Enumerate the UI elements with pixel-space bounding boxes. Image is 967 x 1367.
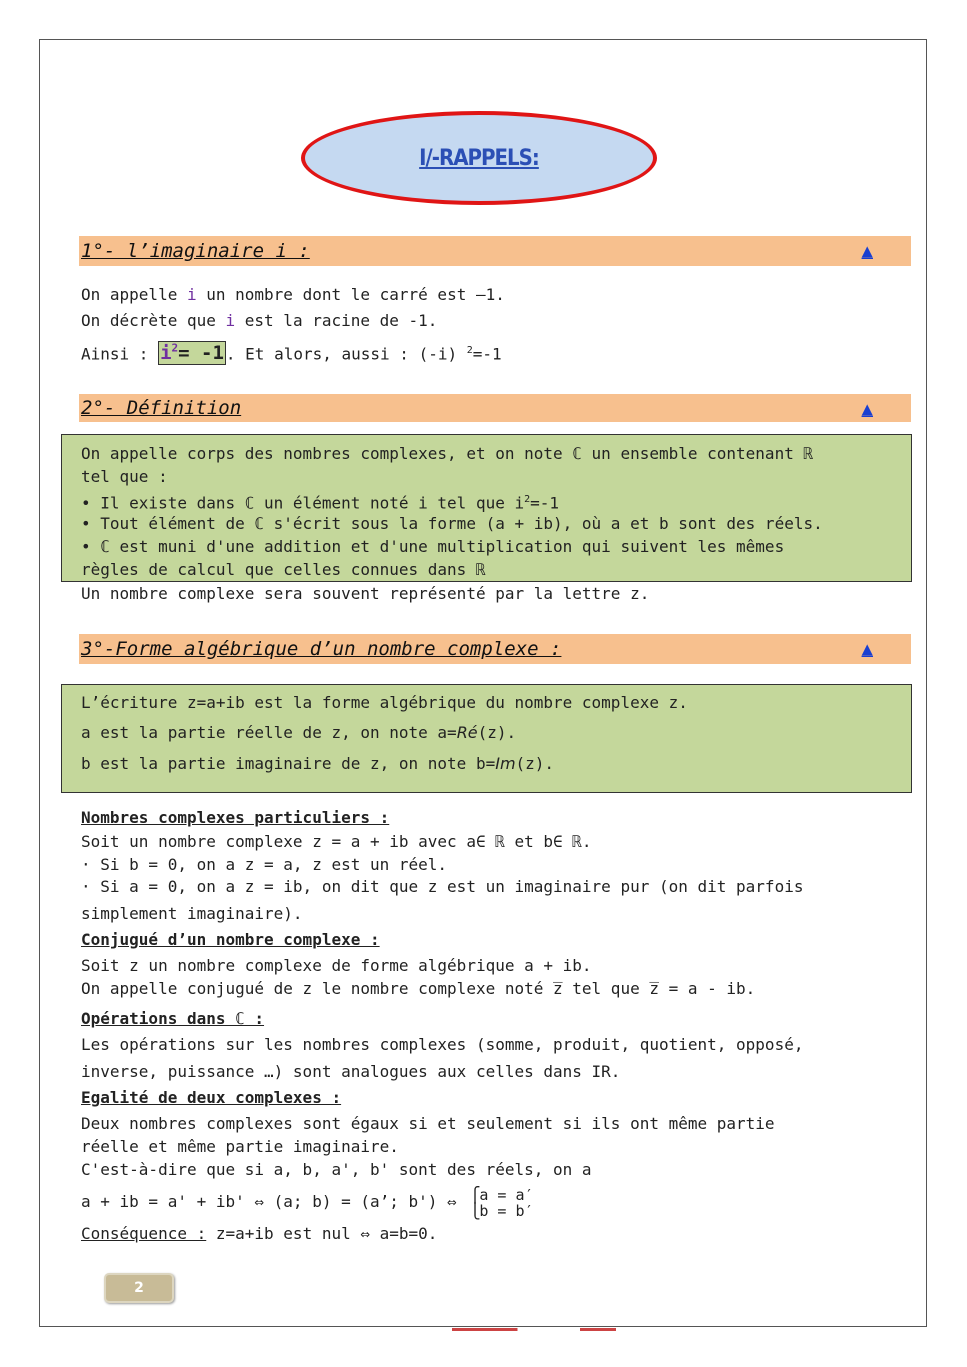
consequence-line: Conséquence : z=a+ib est nul ⇔ a=b=0. [81,1224,438,1243]
definition-line-3: • Il existe dans ℂ un élément noté i tel que $i^2=-1$ [81,493,560,513]
highlight-i-squared: $i^2= -1$ [160,342,224,365]
definition-line-6: règles de calcul que celles connues dans ℝ [81,560,486,579]
egalite-line-1: Deux nombres complexes sont égaux si et seulement si ils ont même partie [81,1114,775,1133]
definition-line-1: On appelle corps des nombres complexes, et on note ℂ un ensemble contenant ℝ [81,444,814,463]
egalite-line-4: a + ib = a' + ib' ⇔ (a; b) = (a’; b') ⇔ ⎧a = a′ ⎩b = b′ [81,1185,534,1220]
particuliers-heading: Nombres complexes particuliers : [81,808,390,827]
egalite-heading: Egalité de deux complexes : [81,1088,342,1107]
definition-line-4: • Tout élément de ℂ s'écrit sous la forme (a + ib), où a et b sont des réels. [81,514,823,533]
egalite-line-3: C'est-à-dire que si a, b, a', b' sont des réels, on a [81,1160,592,1179]
conjugue-line-1: Soit z un nombre complexe de forme algébrique a + ib. [81,956,592,975]
egalite-line-2: réelle et même partie imaginaire. [81,1137,399,1156]
title-oval [301,111,657,205]
footer-decoration [452,1328,616,1331]
particuliers-line-4: simplement imaginaire). [81,904,303,923]
definition-line-5: • ℂ est muni d'une addition et d'une multiplication qui suivent les mêmes [81,537,785,556]
section-1-line-3: Ainsi : $i^2= -1$ . Et alors, aussi : (-i) $^2$=-1 [81,342,502,365]
section-1-header [79,236,911,266]
back-to-top-arrow-icon[interactable]: ▲ [861,398,873,420]
section-3-header [79,634,911,664]
conjugue-line-2: On appelle conjugué de z le nombre complexe noté z̅ tel que z̅ = a - ib. [81,979,756,998]
page-title: I/-RAPPELS: [419,145,539,171]
definition-after-text: Un nombre complexe sera souvent représenté par la lettre z. [81,584,650,603]
section-2-header [79,394,911,422]
particuliers-line-3: · Si a = 0, on a z = ib, on dit que z est un imaginaire pur (on dit parfois [81,877,804,896]
page-number-badge: 2 [104,1273,174,1303]
algebraic-line-3: b est la partie imaginaire de z, on note b=Im(z). [81,754,555,773]
operations-line-1: Les opérations sur les nombres complexes (somme, produit, quotient, opposé, [81,1035,804,1054]
operations-line-2: inverse, puissance …) sont analogues aux celles dans IR. [81,1062,621,1081]
particuliers-line-1: Soit un nombre complexe z = a + ib avec a∈ ℝ et b∈ ℝ. [81,832,592,851]
back-to-top-arrow-icon[interactable]: ▲ [861,240,873,262]
section-3-title: 3°-Forme algébrique d’un nombre complexe : [81,638,562,660]
back-to-top-arrow-icon[interactable]: ▲ [861,638,873,660]
algebraic-line-1: L’écriture z=a+ib est la forme algébrique du nombre complexe z. [81,693,688,712]
section-2-title: 2°- Définition [81,397,242,419]
section-1-line-1: On appelle i un nombre dont le carré est –1. [81,285,505,304]
algebraic-line-2: a est la partie réelle de z, on note a=Ré(z). [81,723,517,742]
conjugue-heading: Conjugué d’un nombre complexe : [81,930,380,949]
particuliers-line-2: · Si b = 0, on a z = a, z est un réel. [81,855,448,874]
operations-heading: Opérations dans ℂ : [81,1009,265,1028]
equation-system: ⎧a = a′ ⎩b = b′ [470,1185,534,1220]
definition-line-2: tel que : [81,467,168,486]
section-1-line-2: On décrète que i est la racine de -1. [81,311,438,330]
section-1-title: 1°- l’imaginaire i : [81,240,310,262]
